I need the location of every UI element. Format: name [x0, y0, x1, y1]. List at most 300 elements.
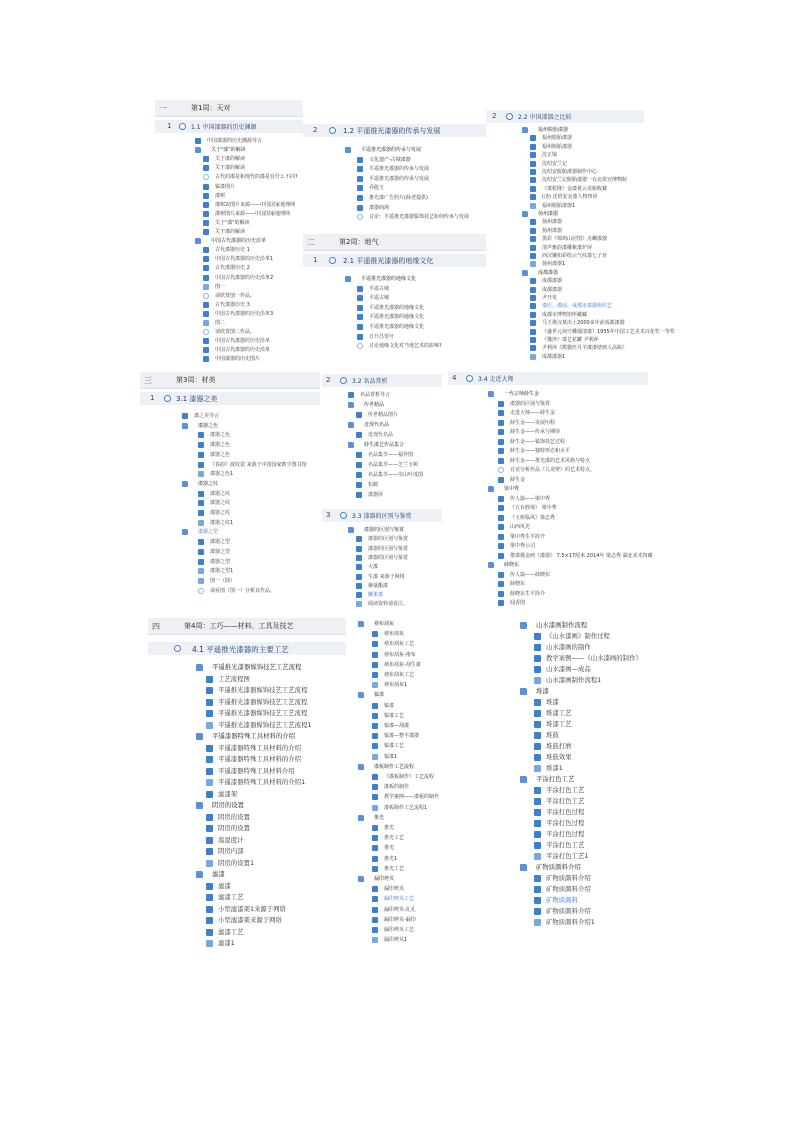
list-item[interactable] — [198, 490, 320, 499]
folder-icon — [520, 622, 527, 629]
list-item[interactable] — [498, 409, 648, 418]
item-label: 髹漆工艺 — [384, 712, 405, 719]
item-label: 漆器的区别与鉴赏 — [368, 545, 409, 552]
list-item[interactable] — [203, 346, 303, 355]
list-item[interactable] — [356, 481, 442, 490]
list-item[interactable] — [203, 328, 303, 337]
document-icon — [372, 927, 378, 933]
list-item[interactable] — [203, 201, 303, 210]
list-item[interactable] — [534, 752, 674, 763]
document-icon — [357, 295, 363, 301]
item-label: 近现代名品 — [368, 432, 394, 438]
list-item[interactable] — [357, 175, 496, 184]
section-row[interactable] — [358, 691, 490, 700]
item-label: 薛生金——髹饰技艺过程 — [510, 438, 566, 445]
document-icon — [498, 591, 504, 597]
list-item[interactable] — [203, 228, 303, 237]
item-label: 山水漆画的制作 — [546, 643, 591, 651]
list-item[interactable] — [498, 580, 648, 589]
list-item[interactable] — [203, 255, 303, 264]
folder-icon — [196, 733, 203, 740]
section-row[interactable] — [345, 146, 496, 155]
module-row[interactable] — [140, 392, 320, 405]
list-item[interactable] — [534, 829, 674, 840]
item-label: 中国古代漆器的历史沿革 — [211, 238, 267, 245]
list-item[interactable] — [357, 204, 496, 213]
list-item[interactable] — [372, 681, 490, 690]
list-item[interactable] — [372, 844, 490, 853]
list-item[interactable] — [356, 535, 442, 544]
week-header[interactable] — [303, 234, 496, 251]
list-item[interactable] — [498, 523, 648, 532]
item-label: 平遥漆器特殊工具材料的介绍 — [218, 743, 302, 752]
section-row[interactable] — [488, 561, 648, 570]
list-item[interactable] — [203, 310, 303, 319]
list-item[interactable] — [198, 558, 320, 567]
list-item[interactable] — [357, 213, 496, 222]
item-label: 推漆描金画《漆器》 7.5×17厘米 2014年 梁志秀 湖北美术馆藏 — [510, 552, 653, 559]
document-icon — [372, 886, 378, 892]
module-circle-icon — [506, 113, 513, 120]
list-item[interactable] — [498, 466, 648, 475]
list-item[interactable] — [356, 451, 442, 460]
list-item[interactable] — [206, 720, 346, 731]
list-item[interactable] — [203, 319, 303, 328]
list-item[interactable] — [198, 577, 320, 586]
list-item[interactable] — [206, 858, 346, 869]
list-item[interactable] — [372, 916, 490, 925]
week-number: 三 — [144, 376, 152, 385]
document-icon — [182, 413, 188, 419]
list-item[interactable] — [498, 447, 648, 456]
document-icon — [498, 534, 504, 540]
list-item[interactable] — [206, 685, 346, 696]
panel-week4 — [148, 618, 346, 952]
module-row[interactable] — [155, 120, 303, 133]
document-icon — [357, 176, 363, 182]
list-item[interactable] — [198, 461, 320, 470]
list-item[interactable] — [206, 708, 346, 719]
list-item[interactable] — [356, 431, 442, 440]
item-label: 图二 — [215, 320, 226, 326]
list-item[interactable] — [198, 451, 320, 460]
section-row[interactable] — [195, 237, 303, 246]
module-index: 2 — [492, 112, 497, 120]
list-item[interactable] — [198, 431, 320, 440]
item-label: 关于漆的解读 — [215, 165, 246, 172]
list-item[interactable] — [372, 722, 490, 731]
section-row[interactable] — [182, 480, 320, 489]
document-icon — [203, 275, 209, 281]
list-item[interactable] — [534, 664, 674, 675]
item-label: 阴房的设置1 — [218, 858, 255, 867]
document-icon — [530, 320, 536, 326]
list-item[interactable] — [203, 264, 303, 273]
list-item[interactable] — [357, 165, 496, 174]
item-label: 关于漆的解读 — [215, 229, 246, 235]
section-row[interactable] — [348, 421, 442, 430]
list-item[interactable] — [206, 777, 346, 788]
list-item[interactable] — [348, 391, 442, 400]
list-item[interactable] — [534, 675, 674, 686]
list-item[interactable] — [534, 763, 674, 774]
list-item[interactable] — [372, 732, 490, 741]
list-item[interactable] — [356, 461, 442, 470]
item-label: 薛生金——推光漆的艺术风格与特点 — [510, 457, 591, 464]
section-row[interactable] — [520, 862, 674, 873]
list-item[interactable] — [357, 184, 496, 193]
list-item[interactable] — [498, 533, 648, 542]
list-item[interactable] — [203, 337, 303, 346]
list-item[interactable] — [498, 542, 648, 551]
list-item[interactable] — [534, 653, 674, 664]
section-row[interactable] — [182, 422, 320, 431]
list-item[interactable] — [534, 873, 674, 884]
list-item[interactable] — [372, 651, 490, 660]
list-item[interactable] — [357, 342, 496, 351]
list-item[interactable] — [357, 156, 496, 165]
folder-icon — [358, 621, 364, 627]
list-item[interactable] — [203, 155, 303, 164]
list-item[interactable] — [206, 743, 346, 754]
document-icon — [203, 193, 209, 199]
folder-icon — [520, 776, 527, 783]
section-row[interactable] — [488, 390, 648, 399]
item-label: 成都漆器 — [542, 286, 563, 293]
section-row[interactable] — [195, 146, 303, 155]
list-item[interactable] — [198, 538, 320, 547]
week-title: 第1周：天对 — [191, 104, 231, 112]
file-icon — [356, 601, 362, 607]
document-icon — [498, 448, 504, 454]
list-item[interactable] — [372, 742, 490, 751]
list-item[interactable] — [372, 753, 490, 762]
item-label: 平涂打色工艺1 — [546, 852, 589, 860]
document-icon — [206, 814, 213, 821]
file-icon — [534, 765, 541, 772]
list-item[interactable] — [534, 741, 674, 752]
list-item[interactable] — [203, 192, 303, 201]
list-item[interactable] — [357, 313, 496, 322]
document-icon — [372, 723, 378, 729]
document-icon — [372, 825, 378, 831]
list-item[interactable] — [534, 884, 674, 895]
item-label: (清) 沈绍安金漆人物四屏 — [542, 194, 598, 201]
document-icon — [372, 835, 378, 841]
list-item[interactable] — [534, 730, 674, 741]
folder-icon — [520, 864, 527, 871]
list-item[interactable] — [203, 173, 303, 182]
list-item[interactable] — [534, 917, 674, 928]
list-item[interactable] — [357, 285, 496, 294]
list-item[interactable] — [534, 697, 674, 708]
list-item[interactable] — [357, 304, 496, 313]
module-row[interactable] — [303, 124, 496, 137]
list-item[interactable] — [498, 457, 648, 466]
list-item[interactable] — [498, 514, 648, 523]
list-item[interactable] — [372, 773, 490, 782]
document-icon — [203, 347, 209, 353]
item-label: 漆器之型 — [198, 529, 219, 536]
panel-week2 — [303, 120, 496, 360]
list-item[interactable] — [206, 881, 346, 892]
document-icon — [530, 219, 536, 225]
list-item[interactable] — [356, 545, 442, 554]
item-label: 平涂打色工艺 — [546, 797, 585, 805]
list-item[interactable] — [372, 671, 490, 680]
list-item[interactable] — [498, 495, 648, 504]
item-label: 古代漆器历史 1 — [215, 247, 250, 254]
list-item[interactable] — [203, 292, 303, 301]
section-row[interactable] — [196, 800, 346, 811]
list-item[interactable] — [206, 754, 346, 765]
folder-icon — [488, 486, 494, 492]
list-item[interactable] — [356, 563, 442, 572]
list-item[interactable] — [198, 509, 320, 518]
list-item[interactable] — [182, 412, 320, 421]
document-icon — [203, 184, 209, 190]
list-item[interactable] — [498, 504, 648, 513]
list-item[interactable] — [203, 183, 303, 192]
list-item[interactable] — [356, 600, 442, 609]
item-label: 平遥推光漆器的地缘文化 — [369, 314, 425, 321]
list-item[interactable] — [203, 301, 303, 310]
module-index: 2 — [326, 376, 331, 384]
document-icon — [498, 553, 504, 559]
list-item[interactable] — [534, 708, 674, 719]
list-item[interactable] — [206, 904, 346, 915]
week-header[interactable] — [148, 618, 346, 635]
item-label: 漆树2(图片来源——中国国家地理网 — [215, 201, 296, 208]
list-item[interactable] — [357, 194, 496, 203]
item-label: 温湿度计 — [218, 835, 244, 844]
list-item[interactable] — [372, 702, 490, 711]
module-row[interactable] — [448, 372, 648, 385]
item-label: 薛生漆艺作品集合 — [364, 442, 405, 448]
section-row[interactable] — [196, 869, 346, 880]
section-row[interactable] — [520, 686, 674, 697]
list-item[interactable] — [198, 441, 320, 450]
list-item[interactable] — [198, 499, 320, 508]
section-row[interactable] — [358, 875, 490, 884]
list-item[interactable] — [534, 796, 674, 807]
week-header[interactable] — [155, 100, 303, 117]
discussion-icon — [198, 588, 204, 594]
item-label: 漆器之色1 — [210, 471, 234, 478]
section-row[interactable] — [348, 526, 442, 535]
folder-icon — [488, 562, 494, 568]
item-label: 阅读资料请看注。 — [368, 601, 409, 608]
list-item[interactable] — [534, 719, 674, 730]
document-icon — [498, 420, 504, 426]
list-item[interactable] — [206, 846, 346, 857]
list-item[interactable] — [372, 630, 490, 639]
list-item[interactable] — [356, 582, 442, 591]
item-label: 褚布刮灰1 — [384, 682, 408, 689]
list-item[interactable] — [198, 519, 320, 528]
list-item[interactable] — [356, 554, 442, 563]
list-item[interactable] — [206, 915, 346, 926]
list-item[interactable] — [372, 906, 490, 915]
list-item[interactable] — [356, 591, 442, 600]
list-item[interactable] — [206, 789, 346, 800]
list-item[interactable] — [372, 661, 490, 670]
list-item[interactable] — [357, 294, 496, 303]
list-item[interactable] — [357, 333, 496, 342]
list-item[interactable] — [498, 571, 648, 580]
list-item[interactable] — [372, 783, 490, 792]
list-item[interactable] — [198, 587, 320, 596]
list-item[interactable] — [198, 567, 320, 576]
list-item[interactable] — [206, 835, 346, 846]
list-item[interactable] — [534, 631, 674, 642]
week-number: 四 — [152, 622, 160, 631]
list-item[interactable] — [206, 892, 346, 903]
list-item[interactable] — [357, 323, 496, 332]
week-title: 第4周：工巧——材料、工具及技艺 — [184, 622, 294, 630]
list-item[interactable] — [372, 895, 490, 904]
list-item[interactable] — [356, 491, 442, 500]
list-item[interactable] — [534, 840, 674, 851]
item-label: 平涂打色工艺 — [546, 786, 585, 794]
list-item[interactable] — [534, 906, 674, 917]
section-row[interactable] — [196, 662, 346, 673]
list-item[interactable] — [203, 355, 303, 364]
document-icon — [530, 278, 536, 284]
list-item[interactable] — [534, 807, 674, 818]
document-icon — [530, 312, 536, 318]
list-item[interactable] — [534, 851, 674, 862]
document-icon — [356, 555, 362, 561]
document-icon — [530, 253, 536, 259]
document-icon — [203, 356, 209, 362]
item-label: 福州脱胎漆器 — [542, 135, 573, 142]
list-item[interactable] — [203, 210, 303, 219]
item-label: 福州脱胎漆器1 — [542, 202, 576, 209]
section-row[interactable] — [196, 731, 346, 742]
item-label: 髹漆图片 — [215, 183, 236, 190]
section-row[interactable] — [182, 528, 320, 537]
file-icon — [530, 261, 536, 267]
list-item[interactable] — [498, 599, 648, 608]
module-row[interactable] — [148, 642, 346, 655]
list-item[interactable] — [372, 855, 490, 864]
item-label: 沈正镐 — [542, 152, 558, 159]
item-label: 尹开发 — [542, 295, 558, 301]
section-row[interactable] — [488, 485, 648, 494]
section-row[interactable] — [520, 774, 674, 785]
document-icon — [206, 848, 213, 855]
document-icon — [498, 505, 504, 511]
list-item[interactable] — [530, 353, 644, 362]
list-item[interactable] — [372, 936, 490, 945]
list-item[interactable] — [206, 812, 346, 823]
list-item[interactable] — [206, 766, 346, 777]
list-item[interactable] — [206, 823, 346, 834]
list-item[interactable] — [498, 438, 648, 447]
list-item[interactable] — [203, 274, 303, 283]
list-item[interactable] — [498, 476, 648, 485]
list-item[interactable] — [372, 793, 490, 802]
list-item[interactable] — [498, 552, 653, 561]
file-icon — [198, 520, 204, 526]
list-item[interactable] — [206, 927, 346, 938]
list-item[interactable] — [372, 712, 490, 721]
item-label: 中国漆器的历史图片 — [215, 356, 261, 363]
document-icon — [530, 161, 536, 167]
section-row[interactable] — [358, 814, 490, 823]
module-row[interactable] — [303, 254, 496, 267]
section-row[interactable] — [358, 763, 490, 772]
list-item[interactable] — [498, 590, 648, 599]
list-item[interactable] — [534, 785, 674, 796]
module-title: 3.2 名品赏析 — [352, 378, 388, 385]
document-icon — [203, 256, 209, 262]
list-item[interactable] — [203, 219, 303, 228]
list-item[interactable] — [203, 164, 303, 173]
section-row[interactable] — [358, 620, 490, 629]
folder-icon — [196, 664, 203, 671]
week-title: 第2周：地气 — [339, 238, 379, 246]
list-item[interactable] — [372, 865, 490, 874]
folder-icon — [182, 481, 188, 487]
document-icon — [356, 492, 362, 498]
list-item[interactable] — [498, 419, 648, 428]
section-row[interactable] — [348, 441, 442, 450]
list-item[interactable] — [203, 283, 303, 292]
list-item[interactable] — [203, 246, 303, 255]
item-label: 漆器之色 — [210, 442, 231, 449]
section-row[interactable] — [345, 275, 496, 284]
list-item[interactable] — [372, 640, 490, 649]
list-item[interactable] — [372, 926, 490, 935]
module-circle-icon — [164, 395, 171, 402]
list-item[interactable] — [372, 834, 490, 843]
list-item[interactable] — [356, 573, 442, 582]
list-item[interactable] — [206, 697, 346, 708]
section-row[interactable] — [520, 620, 674, 631]
document-icon — [534, 798, 541, 805]
list-item[interactable] — [198, 470, 320, 479]
list-item[interactable] — [498, 400, 648, 409]
section-row[interactable] — [348, 401, 442, 410]
list-item[interactable] — [372, 804, 490, 813]
list-item[interactable] — [534, 895, 674, 906]
list-item[interactable] — [372, 885, 490, 894]
document-icon — [530, 194, 536, 200]
folder-icon — [358, 876, 364, 882]
list-item[interactable] — [195, 137, 303, 146]
module-row[interactable] — [486, 110, 644, 123]
list-item[interactable] — [356, 471, 442, 480]
list-item[interactable] — [198, 548, 320, 557]
item-label: 漆板制作工艺流程1 — [384, 804, 428, 811]
list-item[interactable] — [356, 411, 442, 420]
item-label: 中国漆器的历史渊源导言 — [207, 138, 263, 144]
module-row[interactable] — [322, 509, 442, 522]
item-label: 堆鼓 — [546, 731, 559, 739]
list-item[interactable] — [206, 938, 346, 949]
module-row[interactable] — [322, 374, 442, 387]
week-header[interactable] — [140, 372, 320, 389]
list-item[interactable] — [498, 428, 648, 437]
item-label: 教学案例——漆板的制作 — [384, 794, 440, 801]
list-item[interactable] — [534, 642, 674, 653]
document-icon — [206, 929, 213, 936]
list-item[interactable] — [372, 824, 490, 833]
list-item[interactable] — [206, 674, 346, 685]
list-item[interactable] — [534, 818, 674, 829]
